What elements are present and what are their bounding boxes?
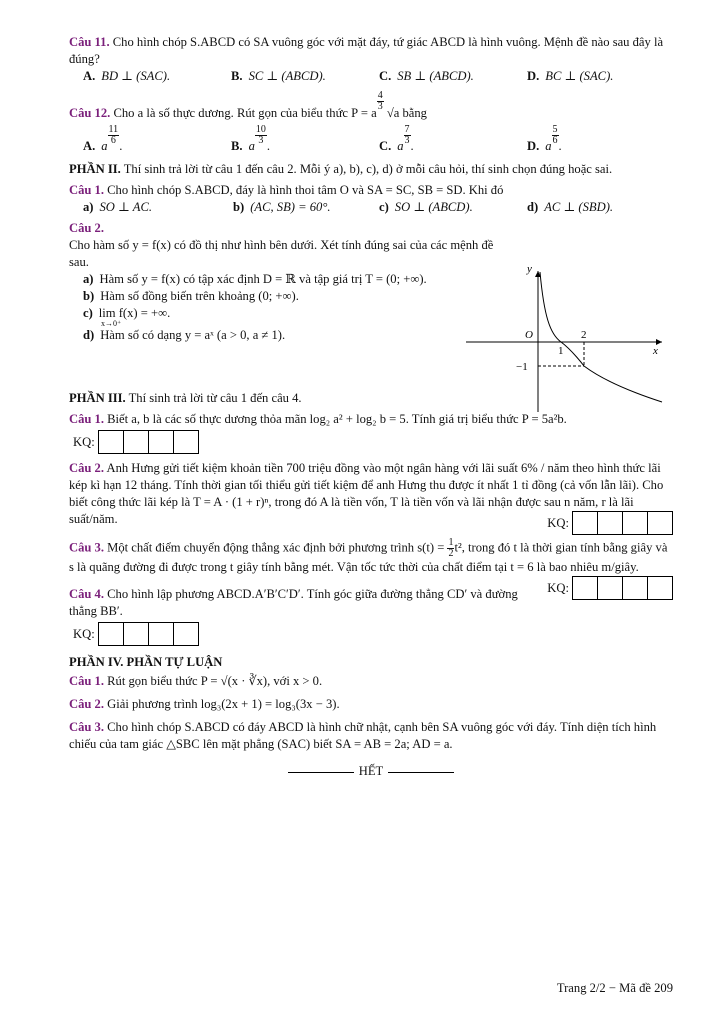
divider (288, 772, 354, 773)
question-text-a: Một chất điểm chuyển động thẳng xác định bởi phương trình s(t) = (107, 540, 445, 555)
statement-a: a) Hàm số y = f(x) có tập xác định D = ℝ và tập giá trị T = (0; +∞). (83, 272, 427, 286)
answer-cell[interactable] (148, 622, 173, 646)
page-footer: Trang 2/2 − Mã đề 209 (556, 981, 673, 995)
question-label: Câu 2. (69, 461, 104, 475)
question-text-b: √a bằng (386, 106, 427, 120)
function-curve (540, 272, 662, 402)
question-11 (69, 34, 673, 85)
y-label: y (527, 263, 532, 275)
part3-question-2 (69, 460, 673, 528)
option-c: C. a $\frac{7}{3}$ . (379, 124, 414, 153)
part-2-header (69, 161, 673, 178)
answer-cell[interactable] (148, 430, 173, 454)
answer-box-1: KQ: (73, 430, 673, 454)
answer-cell[interactable] (597, 576, 622, 600)
options-row (69, 68, 673, 85)
question-text: Biết a, b là các số thực dương thỏa mãn log₂ a² + log₂ b = 5. Tính giá trị biểu thức P = 5a²b. (107, 412, 567, 426)
answer-cell[interactable] (98, 622, 123, 646)
answer-box-2: KQ: (547, 511, 673, 535)
question-label: Câu 11. (69, 35, 110, 49)
part-title: PHẦN IV. PHẦN TỰ LUẬN (69, 655, 223, 669)
fraction: $\frac{1}{2}$ (448, 537, 454, 559)
question-label: Câu 4. (69, 587, 104, 601)
tick-label-minus-1: −1 (516, 361, 528, 373)
function-graph (450, 226, 672, 416)
question-label: Câu 2. (69, 221, 104, 235)
option-b: B. a $\frac{10}{3}$ . (231, 124, 271, 153)
question-label: Câu 3. (69, 540, 104, 555)
answer-cell[interactable] (123, 622, 148, 646)
statement-d: d) Hàm số có dạng y = aˣ (a > 0, a ≠ 1). (83, 328, 286, 342)
option-d: D. a $\frac{5}{6}$ . (527, 124, 562, 153)
option-c: C. SB ⊥ (ABCD). (379, 69, 474, 83)
option-a: a) SO ⊥ AC. (83, 200, 153, 214)
part4-question-2 (69, 696, 673, 713)
part2-question-1 (69, 182, 673, 216)
part-title: PHẦN III. (69, 391, 126, 405)
answer-cell[interactable] (98, 430, 123, 454)
question-text: Anh Hưng gửi tiết kiệm khoản tiền 700 triệu đồng vào một ngân hàng với lãi suất 6% / năm theo hình thức lãi kép kì hạn 12 tháng. Tính thời gian tối thiểu gửi tiết kiệm để anh Hưng thu được ít nhất 1 tỉ đồng (cả vốn lẫn lãi). Cho biết công thức lãi kép là T = A · (1 + r)ⁿ, trong đó A là tiền vốn, T là tiền vốn và lãi nhận được sau n năm, r là lãi suất/năm. (69, 461, 664, 526)
answer-cell[interactable] (622, 511, 647, 535)
option-d: d) AC ⊥ (SBD). (527, 200, 614, 214)
answer-cell[interactable] (123, 430, 148, 454)
answer-cell[interactable] (647, 511, 673, 535)
part-4-header (69, 654, 673, 671)
answer-cell[interactable] (597, 511, 622, 535)
origin-label: O (525, 329, 533, 341)
question-text: Cho hàm số y = f(x) có đồ thị như hình bên dưới. Xét tính đúng sai của các mệnh đề sau. (69, 238, 494, 269)
option-b: B. SC ⊥ (ABCD). (231, 69, 326, 83)
part4-question-3 (69, 719, 673, 753)
answer-cell[interactable] (572, 576, 597, 600)
part4-question-1 (69, 673, 673, 690)
question-label: Câu 3. (69, 720, 104, 734)
question-text-b: t², trong đó t là thời gian tính bằng giây và s là quãng đường đi được trong t giây tính bằng mét. Vận tốc tức thời của chất điểm tại t = 6 là bao nhiêu m/giây. (69, 540, 668, 574)
divider (388, 772, 454, 773)
statement-b: b) Hàm số đồng biến trên khoảng (0; +∞). (83, 289, 299, 303)
option-a: A. BD ⊥ (SAC). (83, 69, 171, 83)
question-label: Câu 1. (69, 674, 104, 688)
question-12 (69, 91, 673, 155)
question-text: Cho hình chóp S.ABCD, đáy là hình thoi tâm O và SA = SC, SB = SD. Khi đó (107, 183, 504, 197)
tick-label-1: 1 (558, 345, 564, 357)
question-label: Câu 1. (69, 183, 104, 197)
option-d: D. BC ⊥ (SAC). (527, 69, 614, 83)
option-b: b) (AC, SB) = 60°. (233, 200, 331, 214)
statement-c: c) lim f(x) = +∞. $^{x\to 0^+}$ (83, 306, 171, 328)
exponent-fraction: $\frac{4}{3}$ (377, 90, 383, 112)
answer-box-4: KQ: (73, 622, 673, 646)
options-row (69, 125, 673, 155)
option-a: A. a $\frac{11}{6}$ . (83, 124, 123, 153)
question-text: Cho hình chóp S.ABCD có đáy ABCD là hình chữ nhật, cạnh bên SA vuông góc với đáy. Tính diện tích hình chiếu của tam giác △SBC lên mặt phẳng (SAC) biết SA = AB = 2a; AD = a. (69, 720, 657, 751)
question-text: Cho hình chóp S.ABCD có SA vuông góc với mặt đáy, tứ giác ABCD là hình vuông. Mệnh đề nào sau đây là đúng? (69, 35, 664, 66)
part-instructions: Thí sinh trả lời từ câu 1 đến câu 2. Mỗi ý a), b), c), d) ở mỗi câu hỏi, thí sinh chọn đúng hoặc sai. (123, 162, 613, 176)
question-text: Rút gọn biểu thức P = √(x · ∛x), với x > 0. (107, 674, 323, 688)
part-instructions: Thí sinh trả lời từ câu 1 đến câu 4. (128, 391, 302, 405)
answer-box-3: KQ: (547, 576, 673, 600)
question-text: Giải phương trình log₃(2x + 1) = log₃(3x − 3). (107, 697, 340, 711)
question-text: Cho hình lập phương ABCD.A′B′C′D′. Tính góc giữa đường thẳng CD′ và đường thẳng BB′. (69, 587, 518, 618)
answer-cell[interactable] (173, 622, 199, 646)
option-c: c) SO ⊥ (ABCD). (379, 200, 473, 214)
part-title: PHẦN II. (69, 162, 121, 176)
answer-cell[interactable] (647, 576, 673, 600)
tick-label-2: 2 (581, 329, 587, 341)
end-text: HẾT (358, 764, 384, 778)
answer-cell[interactable] (622, 576, 647, 600)
answer-cell[interactable] (173, 430, 199, 454)
end-marker (69, 763, 673, 780)
question-label: Câu 1. (69, 412, 104, 426)
answer-cell[interactable] (572, 511, 597, 535)
options-row (69, 199, 673, 216)
x-label: x (653, 345, 658, 357)
question-text-a: Cho a là số thực dương. Rút gọn của biểu thức P = a (113, 106, 377, 120)
question-label: Câu 2. (69, 697, 104, 711)
question-label: Câu 12. (69, 106, 111, 120)
